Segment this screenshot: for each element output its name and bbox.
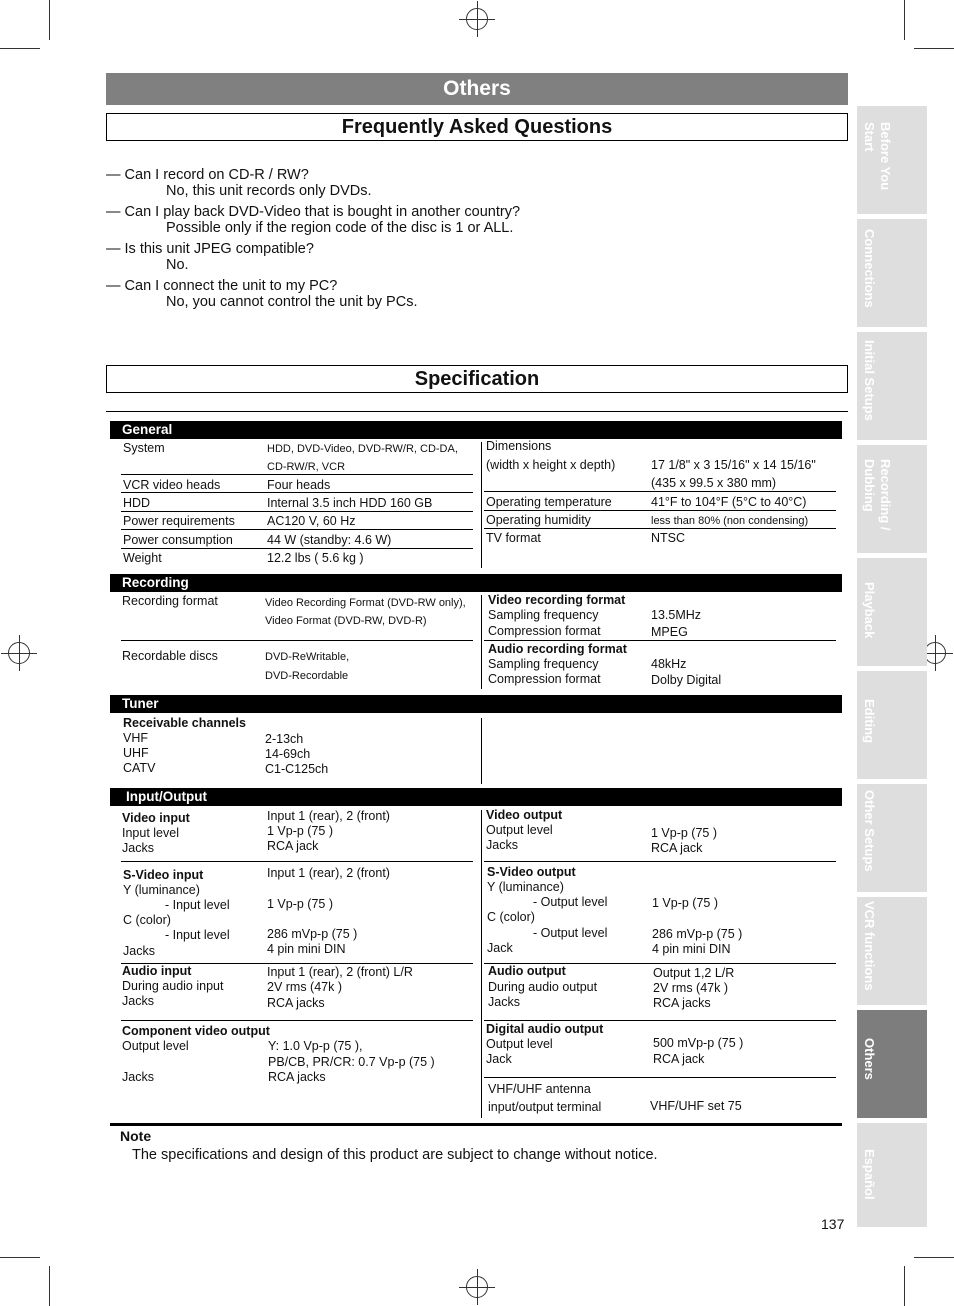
tab-before-you-start[interactable]: Before You Start: [857, 106, 927, 214]
registration-mark-top: [466, 8, 488, 30]
registration-mark-left: [8, 642, 30, 664]
spec-label: Jacks: [486, 838, 518, 852]
registration-mark-bottom: [466, 1276, 488, 1298]
spec-label: During audio input: [122, 979, 224, 993]
spec-value: less than 80% (non condensing): [651, 515, 809, 527]
spec-subtitle: S-Video output: [487, 865, 576, 879]
spec-label: Output level: [122, 1039, 189, 1053]
spec-label: Y (luminance): [487, 880, 564, 894]
spec-subtitle: Receivable channels: [123, 716, 246, 730]
spec-value: Four heads: [267, 478, 331, 492]
spec-subtitle: Component video output: [122, 1024, 270, 1038]
spec-value: Input 1 (rear), 2 (front): [267, 866, 390, 880]
spec-value: 1 Vp-p (75 ): [267, 897, 334, 911]
spec-value: 12.2 lbs ( 5.6 kg ): [267, 551, 364, 565]
spec-value: 1 Vp-p (75 ): [267, 824, 334, 838]
spec-label: C (color): [487, 910, 535, 924]
spec-value: 2V rms (47k ): [267, 980, 343, 994]
spec-value: Input 1 (rear), 2 (front) L/R: [267, 965, 413, 979]
spec-label: Dimensions: [486, 439, 552, 453]
spec-label: - Output level: [533, 895, 608, 909]
spec-subtitle: Audio input: [122, 964, 192, 978]
note-text: The specifications and design of this product are subject to change without notice.: [132, 1147, 658, 1163]
spec-value: Dolby Digital: [651, 673, 722, 687]
spec-rule: [106, 411, 848, 412]
spec-label: - Input level: [165, 928, 230, 942]
spec-label: input/output terminal: [488, 1100, 602, 1114]
spec-value: NTSC: [651, 531, 686, 545]
spec-subtitle: Digital audio output: [486, 1022, 604, 1036]
spec-value: RCA jack: [267, 839, 319, 853]
spec-label: VHF/UHF antenna: [488, 1082, 591, 1096]
spec-subtitle: Video output: [486, 808, 563, 822]
spec-label: Jacks: [488, 995, 520, 1009]
tab-espanol[interactable]: Español: [857, 1123, 927, 1227]
spec-label: Operating humidity: [486, 513, 591, 527]
spec-value: 48kHz: [651, 657, 687, 671]
spec-label: During audio output: [488, 980, 598, 994]
spec-label: CATV: [123, 761, 156, 775]
spec-value: PB/CB, PR/CR: 0.7 Vp-p (75 ): [268, 1055, 435, 1069]
spec-value: 44 W (standby: 4.6 W): [267, 533, 392, 547]
spec-value: HDD, DVD-Video, DVD-RW/R, CD-DA,: [267, 443, 458, 455]
faq-question: — Can I play back DVD-Video that is bought in another country?: [106, 204, 521, 220]
spec-value: Output 1,2 L/R: [653, 966, 735, 980]
spec-label: Operating temperature: [486, 495, 612, 509]
note-title: Note: [120, 1128, 152, 1144]
spec-label: Jacks: [122, 994, 154, 1008]
faq-question: — Can I record on CD-R / RW?: [106, 167, 309, 183]
spec-label: Sampling frequency: [488, 657, 599, 671]
spec-label: - Output level: [533, 926, 608, 940]
spec-value: 4 pin mini DIN: [652, 942, 731, 956]
spec-value: C1-C125ch: [265, 762, 329, 776]
spec-label: Weight: [123, 551, 162, 565]
spec-label: Input level: [122, 826, 179, 840]
spec-value: (435 x 99.5 x 380 mm): [651, 476, 777, 490]
spec-label: VHF: [123, 731, 148, 745]
spec-value: 286 mVp-p (75 ): [267, 927, 358, 941]
spec-label: - Input level: [165, 898, 230, 912]
spec-subtitle: Video input: [122, 811, 190, 825]
faq-question: — Is this unit JPEG compatible?: [106, 241, 314, 257]
tab-recording-dubbing[interactable]: Recording / Dubbing: [857, 445, 927, 553]
spec-label: Jack: [486, 1052, 512, 1066]
spec-value: 41°F to 104°F (5°C to 40°C): [651, 495, 807, 509]
spec-value: 2V rms (47k ): [653, 981, 729, 995]
spec-value: 500 mVp-p (75 ): [653, 1036, 744, 1050]
spec-label: Recordable discs: [122, 649, 218, 663]
spec-value: DVD-ReWritable,: [265, 651, 350, 663]
spec-value: Y: 1.0 Vp-p (75 ),: [268, 1039, 363, 1053]
tab-playback[interactable]: Playback: [857, 558, 927, 666]
spec-label: Output level: [486, 1037, 553, 1051]
faq-title: Frequently Asked Questions: [106, 113, 848, 141]
tab-connections[interactable]: Connections: [857, 219, 927, 327]
spec-value: 4 pin mini DIN: [267, 942, 346, 956]
section-tuner: Tuner: [110, 695, 842, 713]
note-rule: [110, 1123, 842, 1126]
tab-vcr-functions[interactable]: VCR functions: [857, 897, 927, 1005]
spec-value: MPEG: [651, 625, 688, 639]
spec-value: RCA jacks: [268, 1070, 326, 1084]
spec-value: RCA jacks: [653, 996, 711, 1010]
spec-value: AC120 V, 60 Hz: [267, 514, 356, 528]
tab-others[interactable]: Others: [857, 1010, 927, 1118]
spec-label: TV format: [486, 531, 541, 545]
spec-value: 13.5MHz: [651, 608, 702, 622]
spec-value: 1 Vp-p (75 ): [651, 826, 718, 840]
spec-value: Video Recording Format (DVD-RW only),: [265, 597, 466, 609]
spec-label: Jacks: [122, 841, 154, 855]
spec-label: Recording format: [122, 594, 218, 608]
spec-label: Power consumption: [123, 533, 233, 547]
spec-value: CD-RW/R, VCR: [267, 461, 346, 473]
spec-subtitle: Video recording format: [488, 593, 626, 607]
spec-label: Compression format: [488, 624, 601, 638]
spec-title: Specification: [106, 365, 848, 393]
spec-value: RCA jacks: [267, 996, 325, 1010]
spec-value: RCA jack: [653, 1052, 705, 1066]
spec-label: Jacks: [122, 1070, 154, 1084]
faq-question: — Can I connect the unit to my PC?: [106, 278, 338, 294]
faq-answer: No, you cannot control the unit by PCs.: [166, 294, 418, 310]
spec-value: DVD-Recordable: [265, 670, 349, 682]
section-banner: Others: [106, 73, 848, 105]
spec-value: VHF/UHF set 75: [650, 1099, 742, 1113]
spec-value: 17 1/8" x 3 15/16" x 14 15/16": [651, 458, 816, 472]
spec-value: 2-13ch: [265, 732, 304, 746]
faq-answer: No.: [166, 257, 189, 273]
spec-label: HDD: [123, 496, 151, 510]
spec-label: (width x height x depth): [486, 458, 616, 472]
tab-editing[interactable]: Editing: [857, 671, 927, 779]
spec-value: Video Format (DVD-RW, DVD-R): [265, 615, 427, 627]
section-recording: Recording: [110, 574, 842, 592]
spec-label: UHF: [123, 746, 149, 760]
spec-label: C (color): [123, 913, 171, 927]
spec-subtitle: Audio recording format: [488, 642, 627, 656]
spec-subtitle: S-Video input: [123, 868, 204, 882]
spec-value: RCA jack: [651, 841, 703, 855]
tab-other-setups[interactable]: Other Setups: [857, 784, 927, 892]
spec-label: Power requirements: [123, 514, 235, 528]
tab-initial-setups[interactable]: Initial Setups: [857, 332, 927, 440]
spec-label: Sampling frequency: [488, 608, 599, 622]
spec-value: Internal 3.5 inch HDD 160 GB: [267, 496, 433, 510]
spec-value: 14-69ch: [265, 747, 311, 761]
spec-value: Input 1 (rear), 2 (front): [267, 809, 390, 823]
spec-label: Compression format: [488, 672, 601, 686]
registration-mark-right: [924, 642, 946, 664]
spec-label: System: [123, 441, 165, 455]
page-number: 137: [821, 1216, 845, 1232]
faq-answer: No, this unit records only DVDs.: [166, 183, 372, 199]
spec-label: Output level: [486, 823, 553, 837]
faq-list: [106, 162, 520, 310]
section-input-output: Input/Output: [110, 788, 842, 806]
spec-label: Jack: [487, 941, 513, 955]
spec-subtitle: Audio output: [488, 964, 566, 978]
spec-label: Jacks: [123, 944, 155, 958]
section-general: General: [110, 421, 842, 439]
spec-value: 286 mVp-p (75 ): [652, 927, 743, 941]
spec-label: VCR video heads: [123, 478, 221, 492]
spec-label: Y (luminance): [123, 883, 200, 897]
spec-value: 1 Vp-p (75 ): [652, 896, 719, 910]
faq-answer: Possible only if the region code of the disc is 1 or ALL.: [166, 220, 514, 236]
